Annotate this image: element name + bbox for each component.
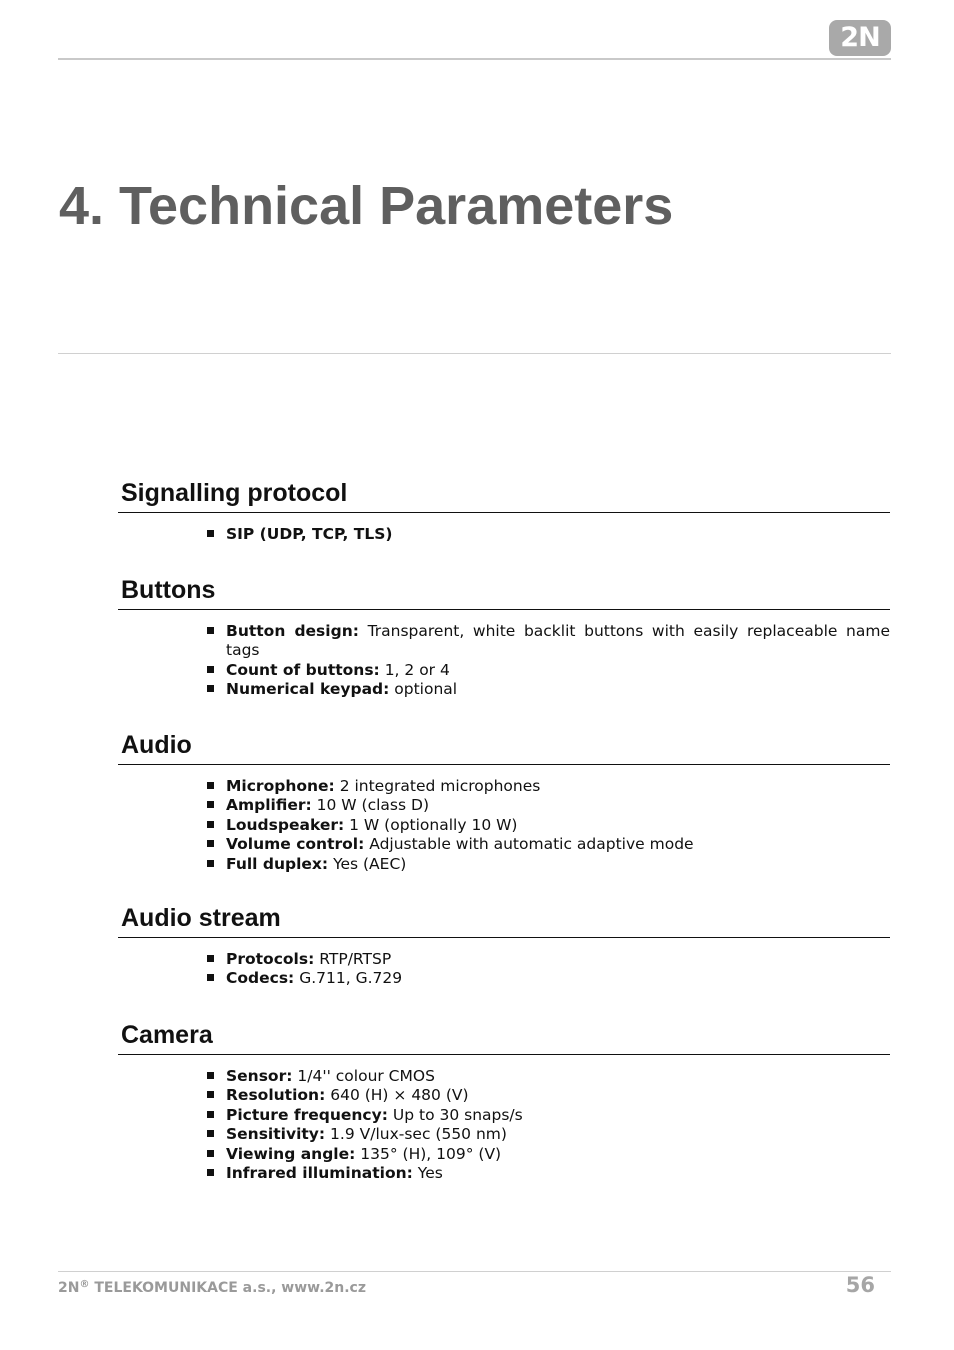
section-heading: Audio stream <box>118 903 890 938</box>
parameter-key: Infrared illumination: <box>226 1164 413 1183</box>
section-camera <box>118 1020 890 1183</box>
parameter-value: optional <box>394 680 458 699</box>
page-number: 56 <box>845 1273 875 1297</box>
section-heading: Signalling protocol <box>118 478 890 513</box>
parameter-key: Count of buttons: <box>226 660 380 679</box>
section-audio-stream <box>118 903 890 989</box>
parameter-list <box>118 777 890 874</box>
section-audio <box>118 730 890 874</box>
parameter-key: Volume control: <box>226 835 365 854</box>
list-item <box>226 796 890 815</box>
list-item <box>226 1106 890 1125</box>
parameter-value: RTP/RTSP <box>319 950 392 968</box>
section-heading: Audio <box>118 730 890 765</box>
parameter-key: Protocols: <box>226 950 315 968</box>
parameter-value: 1, 2 or 4 <box>384 660 450 679</box>
chapter-title: 4. Technical Parameters <box>59 176 674 236</box>
header-rule <box>58 58 891 60</box>
parameter-value: Up to 30 snaps/s <box>392 1105 523 1124</box>
list-item <box>226 777 890 796</box>
footer-company <box>58 1279 366 1296</box>
parameter-value: 1/4'' colour CMOS <box>297 1067 435 1085</box>
parameter-key: Picture frequency: <box>226 1105 388 1124</box>
parameter-value: Yes <box>417 1164 443 1183</box>
parameter-list <box>118 950 890 989</box>
parameter-value: 1.9 V/lux-sec (550 nm) <box>330 1125 507 1144</box>
parameter-value: 10 W (class D) <box>316 796 429 815</box>
parameter-key: Sensitivity: <box>226 1125 326 1144</box>
parameter-value: 1 W (optionally 10 W) <box>349 815 518 834</box>
list-item <box>226 1164 890 1183</box>
footer-rule <box>58 1271 891 1272</box>
section-buttons <box>118 575 890 700</box>
parameter-key: Microphone: <box>226 777 335 795</box>
section-heading: Camera <box>118 1020 890 1055</box>
parameter-key: Numerical keypad: <box>226 680 390 699</box>
list-item <box>226 1086 890 1105</box>
section-signalling-protocol <box>118 478 890 544</box>
parameter-key: Loudspeaker: <box>226 815 345 834</box>
list-item <box>226 855 890 874</box>
section-heading: Buttons <box>118 575 890 610</box>
footer-company-rest: TELEKOMUNIKACE a.s., www.2n.cz <box>89 1280 366 1296</box>
footer-company-prefix: 2N <box>58 1280 80 1296</box>
parameter-value: 135° (H), 109° (V) <box>360 1144 502 1163</box>
parameter-value: G.711, G.729 <box>299 969 403 988</box>
parameter-value: 2 integrated microphones <box>339 777 541 795</box>
list-item <box>226 835 890 854</box>
list-item <box>226 969 890 988</box>
parameter-key: Full duplex: <box>226 854 329 873</box>
list-item <box>226 661 890 680</box>
parameter-list <box>118 622 890 700</box>
parameter-list <box>118 1067 890 1183</box>
list-item <box>226 680 890 699</box>
list-item <box>226 950 890 969</box>
parameter-key: Sensor: <box>226 1067 293 1085</box>
parameter-value: Adjustable with automatic adaptive mode <box>369 835 694 854</box>
parameter-key: Resolution: <box>226 1086 326 1105</box>
parameter-key: Codecs: <box>226 969 295 988</box>
parameter-value: Transparent, white backlit buttons with easily replaceable name tags <box>226 622 891 660</box>
list-item <box>226 1125 890 1144</box>
list-item <box>226 816 890 835</box>
parameter-list <box>118 525 890 544</box>
company-logo: 2N <box>829 20 891 56</box>
title-rule <box>58 353 891 354</box>
parameter-key: Viewing angle: <box>226 1144 356 1163</box>
parameter-value: Yes (AEC) <box>333 854 407 873</box>
registered-mark: ® <box>79 1279 90 1290</box>
parameter-key: Button design: <box>226 622 359 640</box>
list-item <box>226 1067 890 1086</box>
list-item <box>226 525 890 544</box>
parameter-value: 640 (H) × 480 (V) <box>330 1086 469 1105</box>
parameter-key: Amplifier: <box>226 796 312 815</box>
parameter-key: SIP (UDP, TCP, TLS) <box>226 525 393 543</box>
list-item <box>226 1145 890 1164</box>
list-item <box>226 622 890 661</box>
